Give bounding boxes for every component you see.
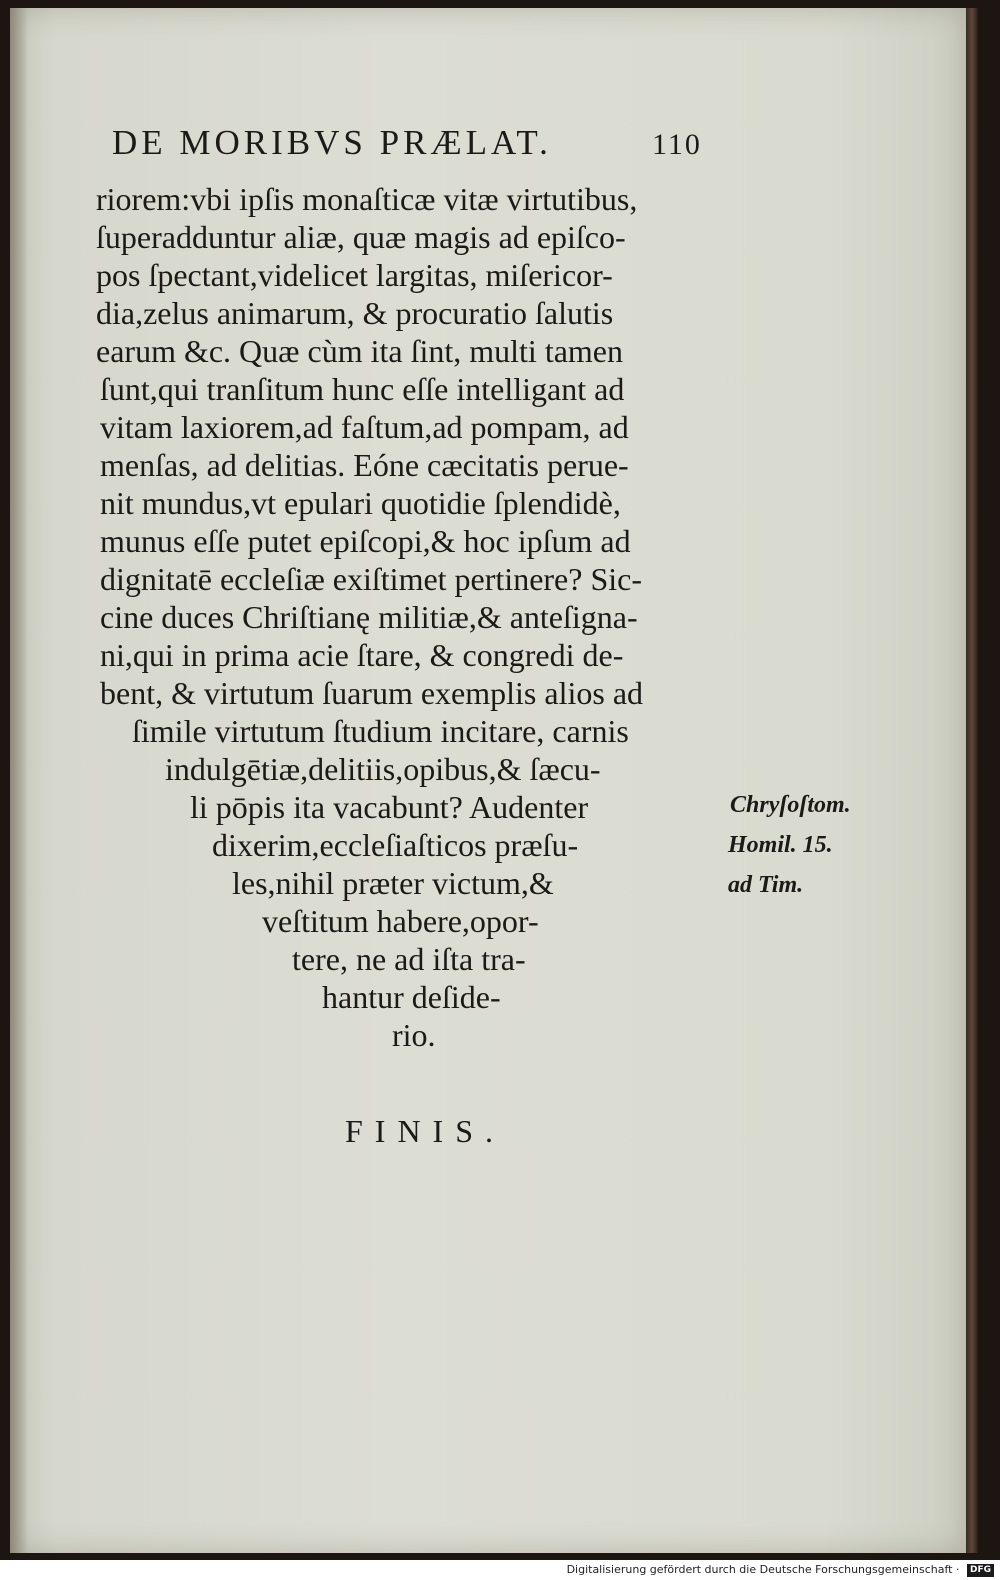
text-line — [0, 370, 1000, 408]
text-line — [0, 750, 1000, 788]
text-line — [0, 1016, 1000, 1054]
margin-note-line: ad Tim. — [728, 872, 804, 898]
text-line — [0, 484, 1000, 522]
text-line-content: indulgētiæ,delitiis,opibus,& ſæcu- — [165, 751, 601, 787]
text-line — [0, 902, 1000, 940]
text-line-content: ſimile virtutum ſtudium incitare, carnis — [132, 713, 629, 749]
page-number: 110 — [652, 128, 702, 161]
text-line — [0, 598, 1000, 636]
text-line-content: veſtitum habere,opor- — [262, 903, 539, 939]
text-line — [0, 712, 1000, 750]
text-line-content: dia,zelus animarum, & procuratio ſalutis — [96, 295, 614, 331]
text-line-content: rio. — [392, 1017, 436, 1053]
text-line-content: riorem:vbi ipſis monaſticæ vitæ virtutibus, — [96, 181, 638, 217]
text-line-content: pos ſpectant,videlicet largitas, miſericor- — [96, 257, 613, 293]
text-line — [0, 978, 1000, 1016]
margin-note — [730, 785, 851, 905]
text-line-content: munus eſſe putet epiſcopi,& hoc ipſum ad — [100, 523, 631, 559]
text-line — [0, 636, 1000, 674]
text-line-content: ſuperadduntur aliæ, quæ magis ad epiſco- — [96, 219, 626, 255]
text-line — [0, 180, 1000, 218]
text-line-content: hantur deſide- — [322, 979, 501, 1015]
text-line — [0, 218, 1000, 256]
digitization-credit — [567, 1560, 994, 1580]
text-line — [0, 446, 1000, 484]
text-line — [0, 522, 1000, 560]
text-line-content: dignitatē eccleſiæ exiſtimet pertinere? Sic- — [100, 561, 642, 597]
credit-text: Digitalisierung gefördert durch die Deutsche Forschungsgemeinschaft · — [566, 1563, 960, 1576]
text-line-content: vitam laxiorem,ad faſtum,ad pompam, ad — [100, 409, 629, 445]
margin-note-line: Homil. 15. — [728, 832, 833, 858]
text-line-content: ni,qui in prima acie ſtare, & congredi de- — [100, 637, 624, 673]
text-line — [0, 674, 1000, 712]
text-line — [0, 256, 1000, 294]
margin-note-line: Chryſoſtom. — [730, 792, 851, 818]
text-line — [0, 332, 1000, 370]
text-line-content: menſas, ad delitias. Eóne cæcitatis perue- — [100, 447, 629, 483]
text-line-content: les,nihil præter victum,& — [232, 865, 554, 901]
text-line-content: earum &c. Quæ cùm ita ſint, multi tamen — [96, 333, 623, 369]
text-line-content: cine duces Chriſtianę militiæ,& anteſigna- — [100, 599, 638, 635]
text-line — [0, 408, 1000, 446]
dfg-logo: DFG — [967, 1564, 994, 1577]
text-line-content: dixerim,eccleſiaſticos præſu- — [212, 827, 579, 863]
text-line — [0, 294, 1000, 332]
text-line-content: tere, ne ad iſta tra- — [292, 941, 526, 977]
finis-colophon: FINIS. — [344, 1113, 505, 1149]
text-line — [0, 560, 1000, 598]
text-line-content: bent, & virtutum ſuarum exemplis alios ad — [100, 675, 644, 711]
text-line-content: nit mundus,vt epulari quotidie ſplendidè, — [100, 485, 621, 521]
running-head: DE MORIBVS PRÆLAT. — [112, 123, 552, 162]
text-line-content: li pōpis ita vacabunt? Audenter — [190, 789, 589, 825]
text-line-content: ſunt,qui tranſitum hunc eſſe intelligant ad — [100, 371, 625, 407]
text-line — [0, 940, 1000, 978]
